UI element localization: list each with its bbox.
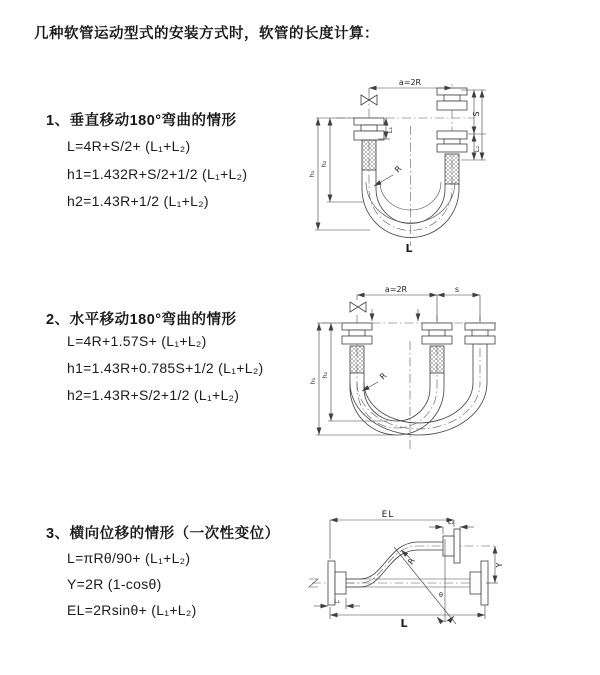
dim-label-h2: h₂ <box>321 371 329 379</box>
dim-label-el: EL <box>381 510 395 520</box>
dim-y <box>486 546 504 583</box>
diagram-vertical-180-bend <box>308 74 548 259</box>
middle-hose-fitting <box>422 323 452 388</box>
section3-formula-Y: Y=2R (1-cosθ) <box>67 576 162 592</box>
valve-icon <box>350 302 366 312</box>
upper-right-flange <box>443 529 460 563</box>
section2-heading: 2、水平移动180°弯曲的情形 <box>46 312 237 328</box>
dim-label-h2: h₂ <box>320 160 328 168</box>
hose-u-bends <box>350 383 487 435</box>
hose-s-curve <box>346 542 443 587</box>
dim-label-l2: L₂ <box>473 145 481 153</box>
dim-label-l1: L₁ <box>333 597 341 605</box>
section3-heading: 3、横向位移的情形（一次性变位） <box>46 526 280 542</box>
dim-label-a2r: a=2R <box>398 78 422 87</box>
diagram-horizontal-180-bend <box>308 283 563 458</box>
section1-formula-L: L=4R+S/2+ (L₁+L₂) <box>67 138 191 154</box>
angle-label: θ <box>439 591 443 599</box>
section3-formula-L: L=πRθ/90+ (L₁+L₂) <box>67 550 191 566</box>
dim-label-a2r: a=2R <box>384 285 408 294</box>
dim-l2 <box>429 518 474 534</box>
right-hose-fitting <box>437 88 467 189</box>
page-title: 几种软管运动型式的安装方式时，软管的长度计算： <box>34 26 379 42</box>
section2-formula-h1: h1=1.43R+0.785S+1/2 (L₁+L₂) <box>67 360 264 376</box>
radius-callout <box>374 164 404 186</box>
dim-label-s: S <box>472 111 481 117</box>
reference-arrows <box>372 309 418 321</box>
dim-top <box>357 285 480 321</box>
dim-label-l2: L₂ <box>447 518 455 526</box>
section2-formula-L: L=4R+1.57S+ (L₁+L₂) <box>67 333 207 349</box>
section1-formula-h2: h2=1.43R+1/2 (L₁+L₂) <box>67 193 209 209</box>
radius-callout <box>362 371 389 391</box>
dim-label-length: L <box>400 617 408 630</box>
dim-label-h1: h₁ <box>309 377 317 385</box>
left-hose-fitting <box>342 323 372 388</box>
section2-formula-h2: h2=1.43R+S/2+1/2 (L₁+L₂) <box>67 387 240 403</box>
dim-label-y: Y <box>495 562 504 568</box>
radius-label: R <box>393 164 404 175</box>
section3-formula-EL: EL=2Rsinθ+ (L₁+L₂) <box>67 602 197 618</box>
section1-heading: 1、垂直移动180°弯曲的情形 <box>46 113 237 129</box>
length-label: L <box>405 242 413 255</box>
dim-l1 <box>314 597 360 609</box>
radius-callout <box>401 550 417 566</box>
diagram-lateral-displacement <box>298 503 598 653</box>
dim-el <box>330 510 454 559</box>
radius-label: R <box>378 371 389 382</box>
lower-right-flange <box>470 561 488 605</box>
dim-label-h1: h₁ <box>308 170 316 178</box>
dim-label-shift: s <box>454 285 460 294</box>
dim-label-l1: L₁ <box>386 126 394 134</box>
dim-l <box>330 605 485 630</box>
section1-formula-h1: h1=1.432R+S/2+1/2 (L₁+L₂) <box>67 166 248 182</box>
radius-label: R <box>406 556 417 567</box>
